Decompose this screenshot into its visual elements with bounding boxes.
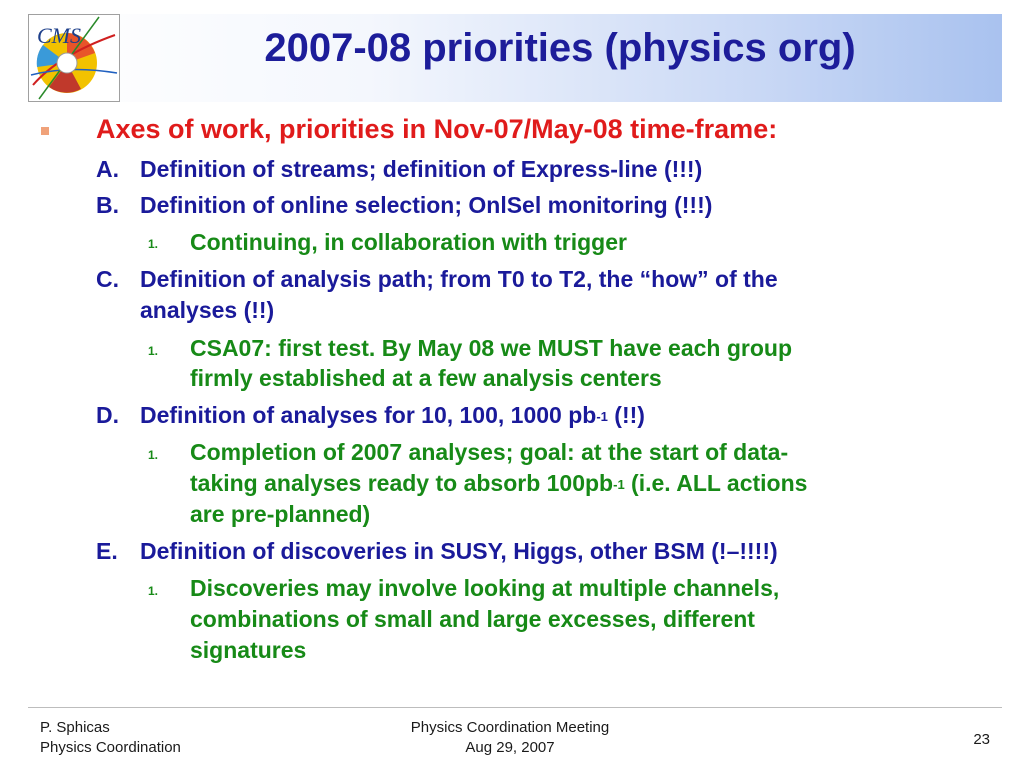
item-e-marker: E.: [96, 538, 118, 564]
item-c-text-line1: Definition of analysis path; from T0 to T2, the “how” of the: [140, 266, 778, 292]
item-d-sub-superscript: -1: [613, 477, 625, 492]
item-a-text: Definition of streams; definition of Express-line (!!!): [140, 156, 703, 182]
item-d-sub-text-line2: [190, 470, 807, 497]
item-a-marker: A.: [96, 156, 119, 182]
item-d-sub-marker: 1.: [148, 448, 159, 462]
footer-meeting: Physics Coordination Meeting: [410, 719, 610, 736]
item-c-marker: C.: [96, 266, 119, 292]
item-b-sub-text: Continuing, in collaboration with trigger: [190, 229, 627, 255]
item-d-sub-text-line1: Completion of 2007 analyses; goal: at the start of data-: [190, 439, 789, 465]
item-c-sub-text-line1: CSA07: first test. By May 08 we MUST have each group: [190, 335, 793, 361]
item-e-sub-marker: 1.: [148, 584, 159, 598]
slide-heading: Axes of work, priorities in Nov-07/May-08 time-frame:: [96, 114, 778, 144]
item-b-marker: B.: [96, 192, 119, 218]
item-e-text: Definition of discoveries in SUSY, Higgs, other BSM (!–!!!!): [140, 538, 778, 564]
item-b-text: Definition of online selection; OnlSel monitoring (!!!): [140, 192, 713, 218]
item-d-sub-text-line3: are pre-planned): [190, 501, 371, 527]
item-e-sub-text-line1: Discoveries may involve looking at multiple channels,: [190, 575, 780, 601]
item-d-text-tail: (!!): [607, 402, 645, 428]
item-d-superscript: -1: [596, 409, 608, 424]
item-d-marker: D.: [96, 402, 119, 428]
item-d-text-main: Definition of analyses for 10, 100, 1000 pb: [140, 402, 597, 428]
square-bullet-icon: [41, 127, 49, 135]
item-d-sub-text-tail: (i.e. ALL actions: [624, 470, 808, 496]
cms-logo: [28, 14, 120, 102]
cms-logo-text: CMS: [37, 23, 81, 48]
item-c-text-line2: analyses (!!): [140, 297, 275, 323]
item-d-sub-text-main: taking analyses ready to absorb 100pb: [190, 470, 614, 496]
page-number: 23: [973, 731, 990, 748]
item-c-sub-marker: 1.: [148, 344, 159, 358]
footer-role: Physics Coordination: [40, 739, 181, 756]
footer-date: Aug 29, 2007: [465, 739, 555, 756]
item-e-sub-text-line3: signatures: [190, 637, 307, 663]
footer-divider: [28, 707, 1002, 708]
footer-author: P. Sphicas: [40, 719, 110, 736]
item-c-sub-text-line2: firmly established at a few analysis centers: [190, 365, 662, 391]
item-b-sub-marker: 1.: [148, 237, 159, 251]
slide-title: 2007-08 priorities (physics org): [264, 26, 856, 70]
item-d-text: [140, 402, 645, 429]
item-e-sub-text-line2: combinations of small and large excesses, different: [190, 606, 755, 632]
